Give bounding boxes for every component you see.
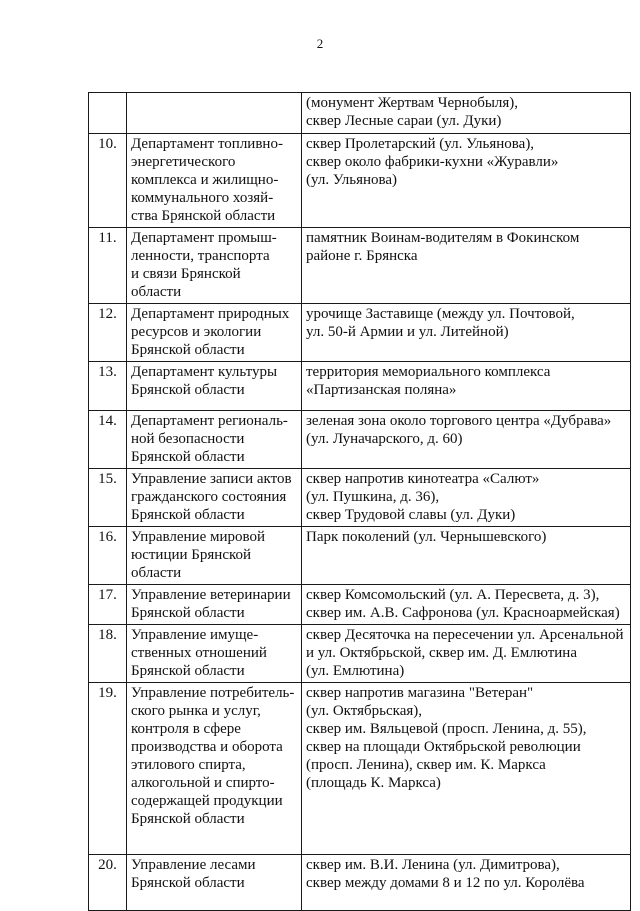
organization-line: Управление записи актов <box>131 471 292 487</box>
location-cell <box>302 585 631 625</box>
organization-cell <box>127 304 302 362</box>
location-line: (монумент Жертвам Чернобыля), <box>306 95 519 111</box>
location-cell <box>302 362 631 411</box>
location-line: сквер между домами 8 и 12 по ул. Королёва <box>306 875 585 891</box>
organization-cell <box>127 469 302 527</box>
location-cell <box>302 855 631 911</box>
organization-line: Брянской области <box>131 382 245 398</box>
organization-line: ства Брянской области <box>131 208 276 224</box>
organization-line: Брянской области <box>131 605 245 621</box>
organization-cell <box>127 228 302 304</box>
location-line: (ул. Луначарского, д. 60) <box>306 431 463 447</box>
row-number-cell: 18. <box>89 625 127 683</box>
table-row <box>89 585 631 625</box>
location-line: (площадь К. Маркса) <box>306 775 441 791</box>
location-line: зеленая зона около торгового центра «Дубрава» <box>306 413 612 429</box>
organization-line: Департамент топливно- <box>131 136 283 152</box>
location-line: (ул. Пушкина, д. 36), <box>306 489 440 505</box>
organization-line: Управление имуще- <box>131 627 259 643</box>
location-line: «Партизанская поляна» <box>306 382 457 398</box>
row-number-cell: 10. <box>89 134 127 228</box>
organization-line: Управление лесами <box>131 857 256 873</box>
location-line: памятник Воинам-водителям в Фокинском <box>306 230 580 246</box>
location-line: сквер Пролетарский (ул. Ульянова), <box>306 136 535 152</box>
row-number-cell: 15. <box>89 469 127 527</box>
location-line: сквер им. В.И. Ленина (ул. Димитрова), <box>306 857 560 873</box>
organization-line: Департамент региональ- <box>131 413 288 429</box>
organization-line: области <box>131 565 182 581</box>
table-row <box>89 362 631 411</box>
organization-line: Брянской области <box>131 449 245 465</box>
organization-cell <box>127 411 302 469</box>
location-line: районе г. Брянска <box>306 248 418 264</box>
location-line: и ул. Октябрьской, сквер им. Д. Емлютина <box>306 645 577 661</box>
table-row <box>89 93 631 134</box>
table-row <box>89 304 631 362</box>
table-row <box>89 625 631 683</box>
location-line: (ул. Емлютина) <box>306 663 405 679</box>
row-number-cell: 14. <box>89 411 127 469</box>
location-cell <box>302 134 631 228</box>
location-cell <box>302 683 631 855</box>
location-line: территория мемориального комплекса <box>306 364 551 380</box>
organization-line: Департамент культуры <box>131 364 278 380</box>
organization-cell <box>127 362 302 411</box>
organization-cell <box>127 683 302 855</box>
table-body <box>89 93 631 911</box>
organization-line: Брянской области <box>131 875 245 891</box>
location-line: сквер на площади Октябрьской революции <box>306 739 581 755</box>
row-number-cell <box>89 93 127 134</box>
organization-cell <box>127 527 302 585</box>
location-line: (просп. Ленина), сквер им. К. Маркса <box>306 757 546 773</box>
location-line: сквер около фабрики-кухни «Журавли» <box>306 154 559 170</box>
table-row <box>89 683 631 855</box>
row-number-cell: 17. <box>89 585 127 625</box>
organization-line: Управление потребитель- <box>131 685 295 701</box>
organization-line: содержащей продукции <box>131 793 283 809</box>
location-cell <box>302 527 631 585</box>
organization-cell <box>127 585 302 625</box>
organization-line: энергетического <box>131 154 236 170</box>
organization-line: и связи Брянской <box>131 266 241 282</box>
location-line: (ул. Октябрьская), <box>306 703 422 719</box>
organization-line: ной безопасности <box>131 431 245 447</box>
organization-line: Управление ветеринарии <box>131 587 291 603</box>
organization-line: этилового спирта, <box>131 757 246 773</box>
location-cell <box>302 469 631 527</box>
organization-line: Департамент природных <box>131 306 290 322</box>
location-cell <box>302 304 631 362</box>
location-line: сквер напротив кинотеатра «Салют» <box>306 471 540 487</box>
organization-line: юстиции Брянской <box>131 547 252 563</box>
organization-cell <box>127 134 302 228</box>
organization-line: ственных отношений <box>131 645 267 661</box>
location-line: сквер Лесные сараи (ул. Дуки) <box>306 113 502 129</box>
location-cell <box>302 228 631 304</box>
organization-cell <box>127 93 302 134</box>
organization-line: области <box>131 284 182 300</box>
row-number-cell: 13. <box>89 362 127 411</box>
organization-line: производства и оборота <box>131 739 283 755</box>
table-row <box>89 134 631 228</box>
table-row <box>89 228 631 304</box>
location-line: сквер Трудовой славы (ул. Дуки) <box>306 507 516 523</box>
organization-line: ского рынка и услуг, <box>131 703 261 719</box>
location-cell <box>302 625 631 683</box>
page-number: 2 <box>316 36 324 51</box>
organization-cell <box>127 855 302 911</box>
location-line: сквер им. Вяльцевой (просп. Ленина, д. 55), <box>306 721 587 737</box>
location-cell <box>302 411 631 469</box>
location-cell <box>302 93 631 134</box>
organization-line: Брянской области <box>131 663 245 679</box>
location-line: сквер Десяточка на пересечении ул. Арсенальной <box>306 627 624 643</box>
row-number-cell: 12. <box>89 304 127 362</box>
organization-line: контроля в сфере <box>131 721 241 737</box>
organization-line: Департамент промыш- <box>131 230 277 246</box>
location-line: сквер Комсомольский (ул. А. Пересвета, д. 3), <box>306 587 600 603</box>
location-line: сквер напротив магазина "Ветеран" <box>306 685 534 701</box>
organization-line: коммунального хозяй- <box>131 190 274 206</box>
row-number-cell: 19. <box>89 683 127 855</box>
table-row <box>89 469 631 527</box>
table-row <box>89 411 631 469</box>
organization-line: Брянской области <box>131 811 245 827</box>
organization-line: алкогольной и спирто- <box>131 775 275 791</box>
organization-line: ленности, транспорта <box>131 248 270 264</box>
location-line: Парк поколений (ул. Чернышевского) <box>306 529 547 545</box>
location-line: (ул. Ульянова) <box>306 172 398 188</box>
location-line: урочище Заставище (между ул. Почтовой, <box>306 306 575 322</box>
organization-line: Брянской области <box>131 342 245 358</box>
organization-line: Брянской области <box>131 507 245 523</box>
table-row <box>89 855 631 911</box>
row-number-cell: 11. <box>89 228 127 304</box>
location-line: ул. 50-й Армии и ул. Литейной) <box>306 324 509 340</box>
row-number-cell: 20. <box>89 855 127 911</box>
organization-line: комплекса и жилищно- <box>131 172 279 188</box>
table-row <box>89 527 631 585</box>
organization-line: Управление мировой <box>131 529 266 545</box>
row-number-cell: 16. <box>89 527 127 585</box>
organization-line: гражданского состояния <box>131 489 287 505</box>
location-line: сквер им. А.В. Сафронова (ул. Красноармейская) <box>306 605 620 621</box>
organization-line: ресурсов и экологии <box>131 324 262 340</box>
organization-cell <box>127 625 302 683</box>
assignment-table <box>88 92 631 911</box>
